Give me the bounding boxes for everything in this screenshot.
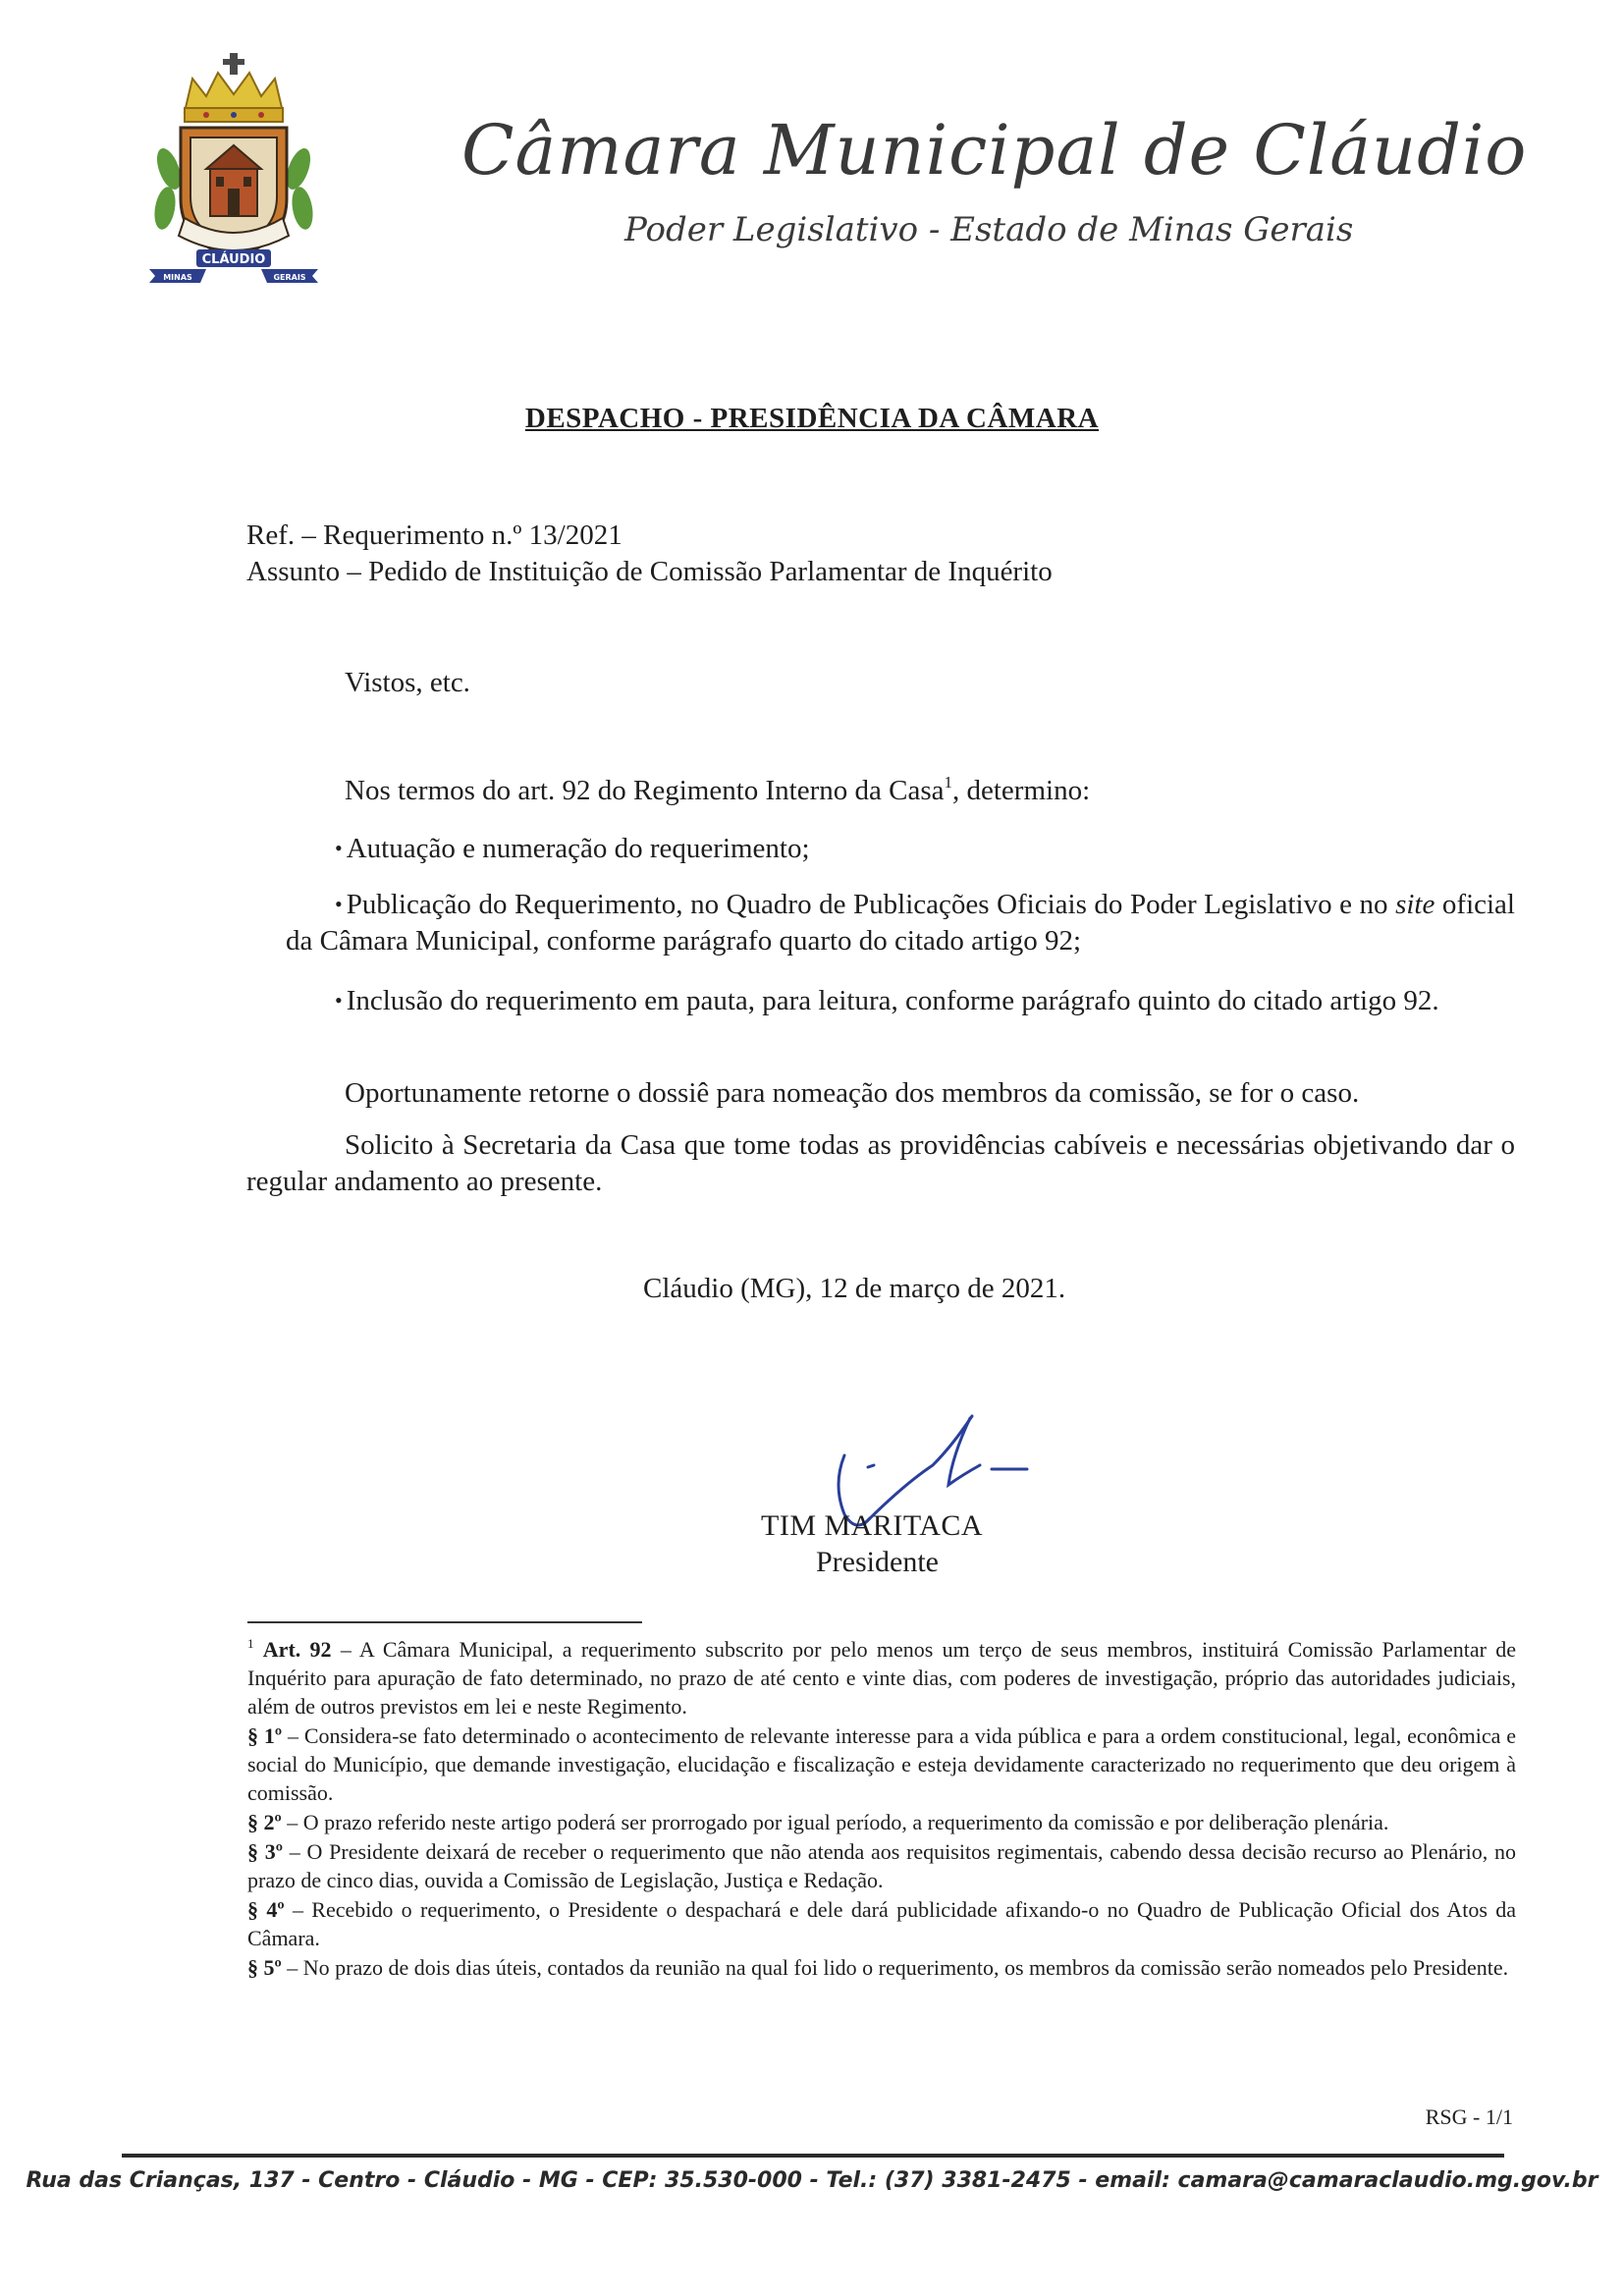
footer-address: Rua das Crianças, 137 - Centro - Cláudio - MG - CEP: 35.530-000 - Tel.: (37) 3381-2475 - email: camara@camaraclaudio.mg.gov.br bbox=[26, 2168, 1598, 2193]
item-text: Publicação do Requerimento, no Quadro de Publicações Oficiais do Poder Legislativo e no bbox=[346, 889, 1396, 920]
paragraph-text: – O Presidente deixará de receber o requerimento que não atenda aos requisitos regimentais, cabendo dessa decisão recurso ao Plenário, no prazo de cinco dias, ouvida a Comissão de Legislação, Justiça e Redação. bbox=[247, 1839, 1516, 1892]
signatory-role: Presidente bbox=[816, 1546, 939, 1578]
determination-item-1 bbox=[335, 831, 810, 866]
intro-paragraph bbox=[345, 773, 1090, 808]
institution-subtitle: Poder Legislativo - Estado de Minas Gerais bbox=[624, 210, 1354, 249]
item-text-emphasis: site bbox=[1395, 889, 1435, 920]
intro-text: Nos termos do art. 92 do Regimento Interno da Casa bbox=[345, 775, 945, 806]
paragraph-label: § 5º bbox=[247, 1955, 282, 1980]
cross-icon bbox=[223, 53, 244, 75]
bullet-icon: • bbox=[335, 988, 343, 1012]
paragraph-text: – Considera-se fato determinado o acontecimento de relevante interesse para a vida pública e para a ordem constitucional, legal, econômica e social do Município, que demande investigação, elucidação e fiscalização e esteja devidamente caracterizado no requerimento que deu origem à comissão. bbox=[247, 1723, 1517, 1805]
item-text: Autuação e numeração do requerimento; bbox=[346, 833, 810, 864]
svg-text:GERAIS: GERAIS bbox=[273, 273, 306, 282]
bullet-icon: • bbox=[335, 892, 343, 916]
paragraph-label: § 2º bbox=[247, 1810, 282, 1834]
svg-text:CLÁUDIO: CLÁUDIO bbox=[201, 252, 266, 267]
paragraph-label: § 4º bbox=[247, 1897, 285, 1922]
institution-name: Câmara Municipal de Cláudio bbox=[461, 110, 1528, 191]
paragraph-text: – O prazo referido neste artigo poderá ser prorrogado por igual período, a requerimento da comissão e por deliberação plenária. bbox=[281, 1810, 1389, 1834]
subject-line: Assunto – Pedido de Instituição de Comissão Parlamentar de Inquérito bbox=[246, 556, 1053, 587]
article-text: – A Câmara Municipal, a requerimento subscrito por pelo menos um terço de seus membros, instituirá Comissão Parlamentar de Inquérito para apuração de fato determinado, no prazo de até cento e vinte dias, com poderes de investigação, próprio das autoridades judiciais, além de outros previstos em lei e neste Regimento. bbox=[247, 1637, 1516, 1719]
item-text: Inclusão do requerimento em pauta, para leitura, conforme parágrafo quinto do citado artigo 92. bbox=[346, 985, 1439, 1016]
page-code: RSG - 1/1 bbox=[1425, 2105, 1513, 2129]
svg-text:MINAS: MINAS bbox=[163, 273, 192, 282]
paragraph-oportunamente: Oportunamente retorne o dossiê para nomeação dos membros da comissão, se for o caso. bbox=[345, 1077, 1360, 1109]
crown-icon bbox=[185, 73, 283, 122]
city-banner bbox=[196, 249, 271, 267]
footnotes bbox=[247, 1635, 1516, 1983]
state-banners bbox=[149, 269, 318, 283]
paragraph-text: – No prazo de dois dias úteis, contados da reunião na qual foi lido o requerimento, os membros da comissão serão nomeados pelo Presidente. bbox=[281, 1955, 1509, 1980]
article-label: Art. 92 bbox=[262, 1637, 332, 1662]
footnote-art-92 bbox=[247, 1635, 1516, 1721]
municipal-coat-of-arms-logo bbox=[145, 51, 322, 287]
item-text-end: oficial da Câmara Municipal, conforme parágrafo quarto do citado artigo 92; bbox=[286, 889, 1515, 957]
reference-line: Ref. – Requerimento n.º 13/2021 bbox=[246, 519, 623, 551]
footnote-paragraph-2 bbox=[247, 1808, 1516, 1836]
footnote-separator bbox=[247, 1621, 642, 1623]
determination-item-3 bbox=[286, 982, 1515, 1019]
paragraph-solicito: Solicito à Secretaria da Casa que tome todas as providências cabíveis e necessárias objetivando dar o regular andamento ao presente. bbox=[246, 1129, 1515, 1197]
date-line: Cláudio (MG), 12 de março de 2021. bbox=[643, 1273, 1066, 1304]
footnote-paragraph-1 bbox=[247, 1722, 1516, 1807]
vistos-line: Vistos, etc. bbox=[345, 667, 470, 698]
footer-separator bbox=[122, 2154, 1504, 2158]
signatory-name: TIM MARITACA bbox=[761, 1509, 984, 1542]
bullet-icon: • bbox=[335, 836, 343, 860]
paragraph-text: – Recebido o requerimento, o Presidente o despachará e dele dará publicidade afixando-o no Quadro de Publicação Oficial dos Atos da Câmara. bbox=[247, 1897, 1517, 1950]
footnote-paragraph-4 bbox=[247, 1895, 1516, 1952]
paragraph-label: § 1º bbox=[247, 1723, 283, 1748]
paragraph-label: § 3º bbox=[247, 1839, 284, 1864]
document-title: DESPACHO - PRESIDÊNCIA DA CÂMARA bbox=[524, 403, 1100, 434]
footnote-paragraph-3 bbox=[247, 1837, 1516, 1894]
footnote-marker: 1 bbox=[247, 1636, 254, 1651]
intro-text-end: , determino: bbox=[952, 775, 1091, 806]
footnote-paragraph-5 bbox=[247, 1953, 1516, 1982]
footnote-reference: 1 bbox=[944, 773, 952, 792]
determination-item-2 bbox=[286, 886, 1515, 959]
